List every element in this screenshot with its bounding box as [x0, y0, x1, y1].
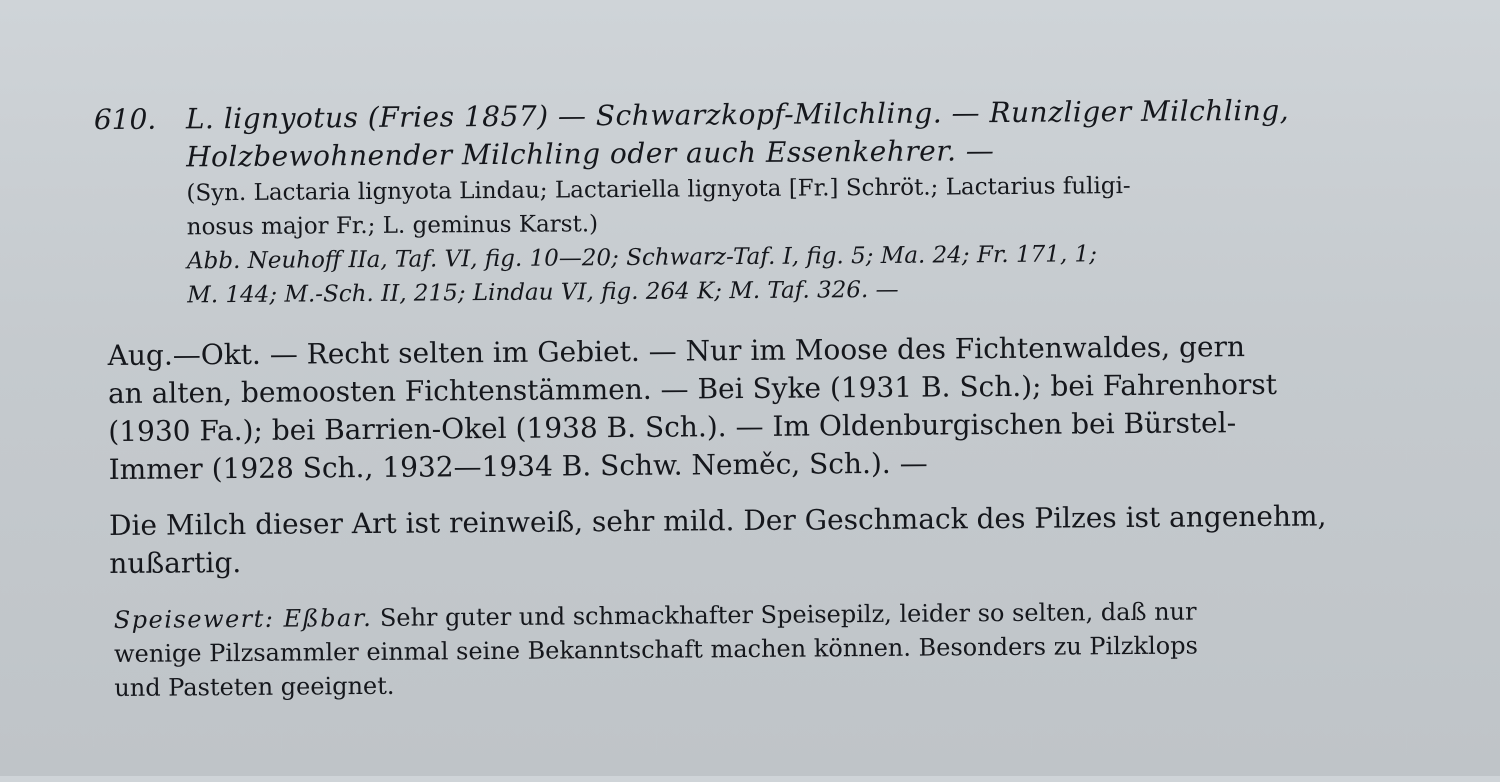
occurrence-paragraph [108, 327, 1449, 490]
occurrence-line-2: an alten, bemoosten Fichtenstämmen. — Bei Syke (1931 B. Sch.); bei Fahrenhorst [107, 367, 1278, 411]
edibility-paragraph [114, 593, 1451, 705]
edibility-line-2: wenige Pilzsammler einmal seine Bekanntschaft machen können. Besonders zu Pilzklops [113, 631, 1198, 669]
illustration-ref-line-2: M. 144; M.-Sch. II, 215; Lindau VI, fig. 264 K; M. Taf. 326. — [187, 276, 899, 309]
entry-number: 610. [93, 102, 157, 137]
entry-heading [186, 91, 1448, 313]
edibility-line-1-text: Sehr guter und schmackhafter Speisepilz, leider so selten, daß nur [372, 597, 1197, 632]
occurrence-line-4: Immer (1928 Sch., 1932—1934 B. Schw. Neměc, Sch.). — [108, 446, 928, 487]
synonym-line-2: nosus major Fr.; L. geminus Karst.) [186, 211, 599, 241]
illustration-ref-line-1: Abb. Neuhoff IIa, Taf. VI, fig. 10—20; Schwarz-Taf. I, fig. 5; Ma. 24; Fr. 171, 1; [186, 241, 1098, 275]
milk-line-1: Die Milch dieser Art ist reinweiß, sehr mild. Der Geschmack des Pilzes ist angenehm, [108, 499, 1327, 543]
title-line-2: Holzbewohnender Milchling oder auch Essenkehrer. — [186, 134, 995, 174]
milk-paragraph [109, 497, 1450, 584]
occurrence-line-3: (1930 Fa.); bei Barrien-Okel (1938 B. Sch.). — Im Oldenburgischen bei Bürstel- [108, 406, 1237, 449]
edibility-label: Speisewert: Eßbar. [113, 603, 373, 635]
milk-line-2: nußartig. [109, 546, 242, 581]
species-entry [94, 91, 1448, 314]
occurrence-line-1: Aug.—Okt. — Recht selten im Gebiet. — Nur im Moose des Fichtenwaldes, gern [107, 330, 1246, 373]
edibility-line-3: und Pasteten geeignet. [114, 671, 395, 703]
title-line-1: L. lignyotus (Fries 1857) — Schwarzkopf-Milchling. — Runzliger Milchling, [185, 93, 1290, 136]
synonym-line-1: (Syn. Lactaria lignyota Lindau; Lactariella lignyota [Fr.] Schröt.; Lactarius fuligi- [186, 173, 1131, 207]
